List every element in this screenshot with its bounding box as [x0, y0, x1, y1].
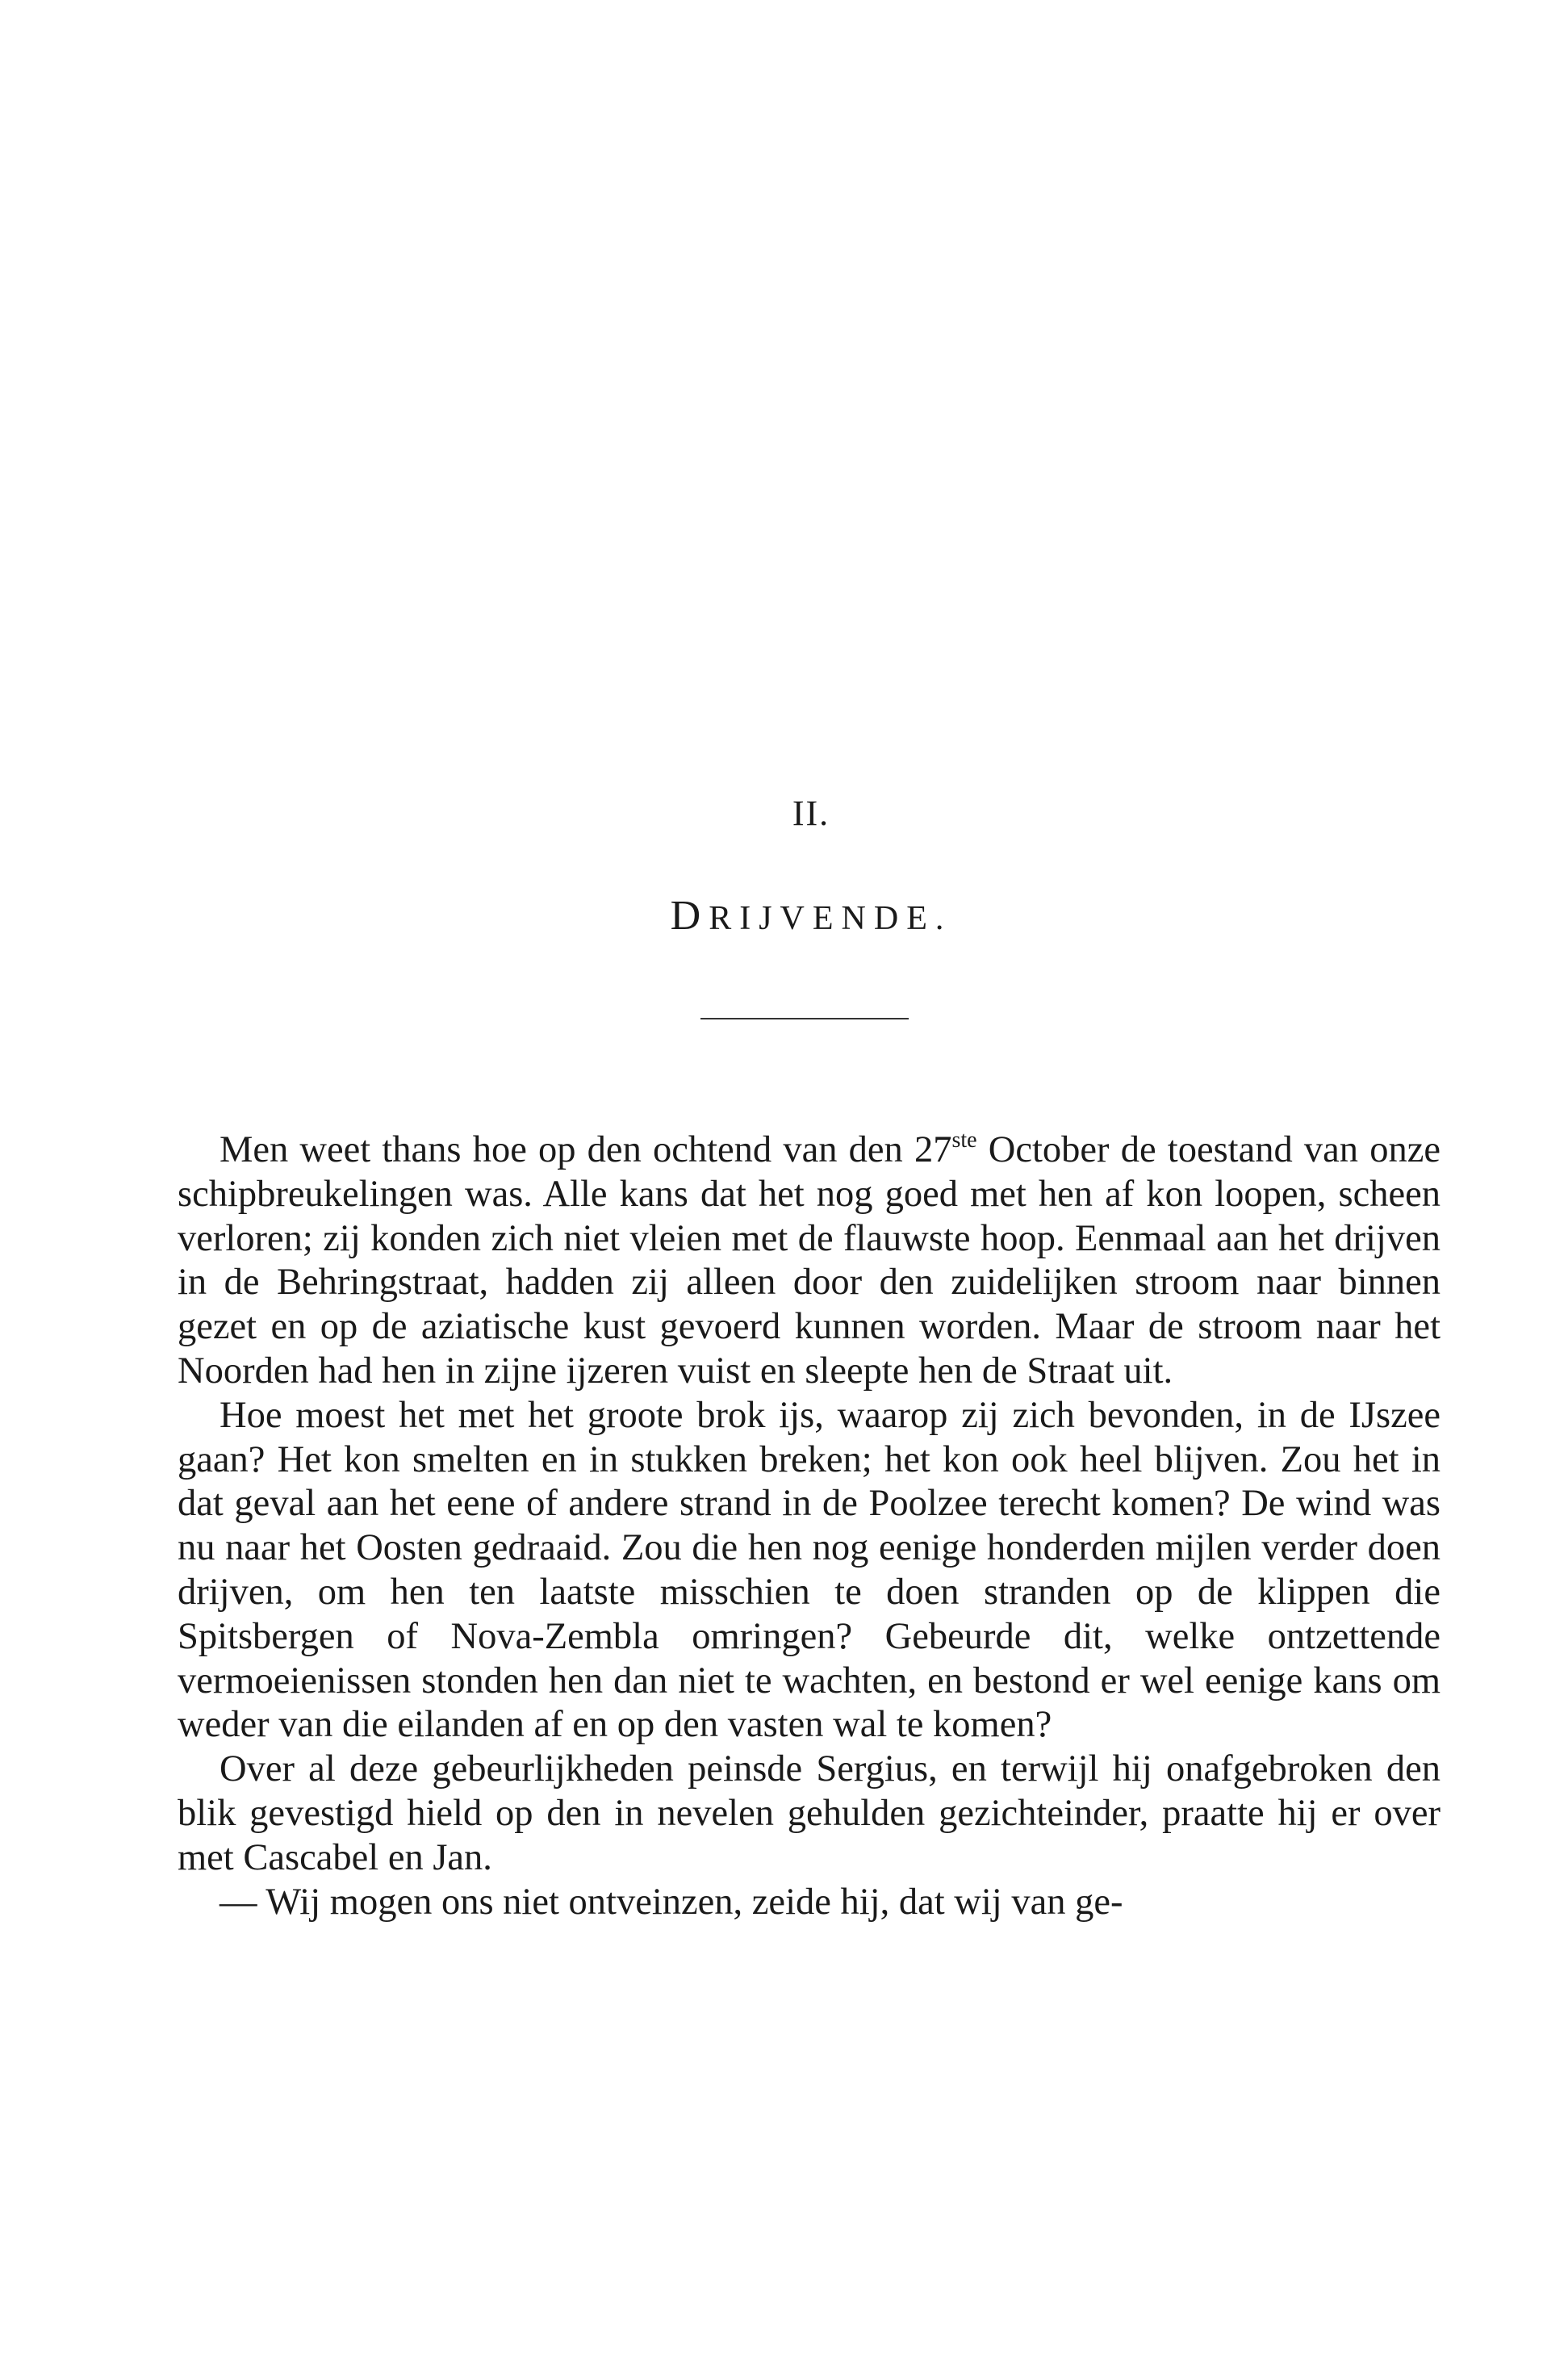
chapter-title-rest: RIJVENDE.	[709, 900, 952, 937]
date-superscript: ste	[951, 1128, 977, 1153]
chapter-title	[0, 892, 1568, 940]
paragraph-2: Hoe moest het met het groote brok ijs, waarop zij zich bevonden, in de IJszee gaan? Het kon smelten en in stukken breken; het kon ook heel blijven. Zou het in dat geval aan het eene of andere strand in de Poolzee terecht komen? De wind was nu naar het Oosten gedraaid. Zou die hen nog eenige honderden mijlen verder doen drijven, om hen ten laatste misschien te doen stranden op de klippen die Spitsbergen of Nova-Zembla omringen? Gebeurde dit, welke ontzettende vermoeienissen stonden hen dan niet te wachten, en bestond er wel eenige kans om weder van die eilanden af en op den vasten wal te komen?	[178, 1394, 1440, 1746]
paragraph-3: Over al deze gebeurlijkheden peinsde Sergius, en terwijl hij onafgebroken den blik gevestigd hield op den in nevelen gehulden gezichteinder, praatte hij er over met Cascabel en Jan.	[178, 1748, 1440, 1878]
paragraph-1-start: Men weet thans hoe op den ochtend van den	[220, 1129, 914, 1170]
section-divider	[700, 1018, 909, 1019]
paragraph-4: — Wij mogen ons niet ontveinzen, zeide hij, dat wij van ge-	[220, 1881, 1123, 1923]
chapter-number: II.	[792, 793, 830, 833]
paragraph-1	[178, 1128, 1440, 1394]
body-text	[178, 1128, 1440, 1924]
chapter-title-initial: D	[670, 893, 709, 939]
date-number: 27	[914, 1129, 952, 1170]
paragraph-1-rest: October de toestand van onze schipbreukelingen was. Alle kans dat het nog goed met hen af kon loopen, scheen verloren; zij konden zich niet vleien met de flauwste hoop. Eenmaal aan het drijven in de Behringstraat, hadden zij alleen door den zuidelijken stroom naar binnen gezet en op de aziatische kust gevoerd kunnen worden. Maar de stroom naar het Noorden had hen in zijne ijzeren vuist en sleepte hen de Straat uit.	[178, 1129, 1441, 1392]
